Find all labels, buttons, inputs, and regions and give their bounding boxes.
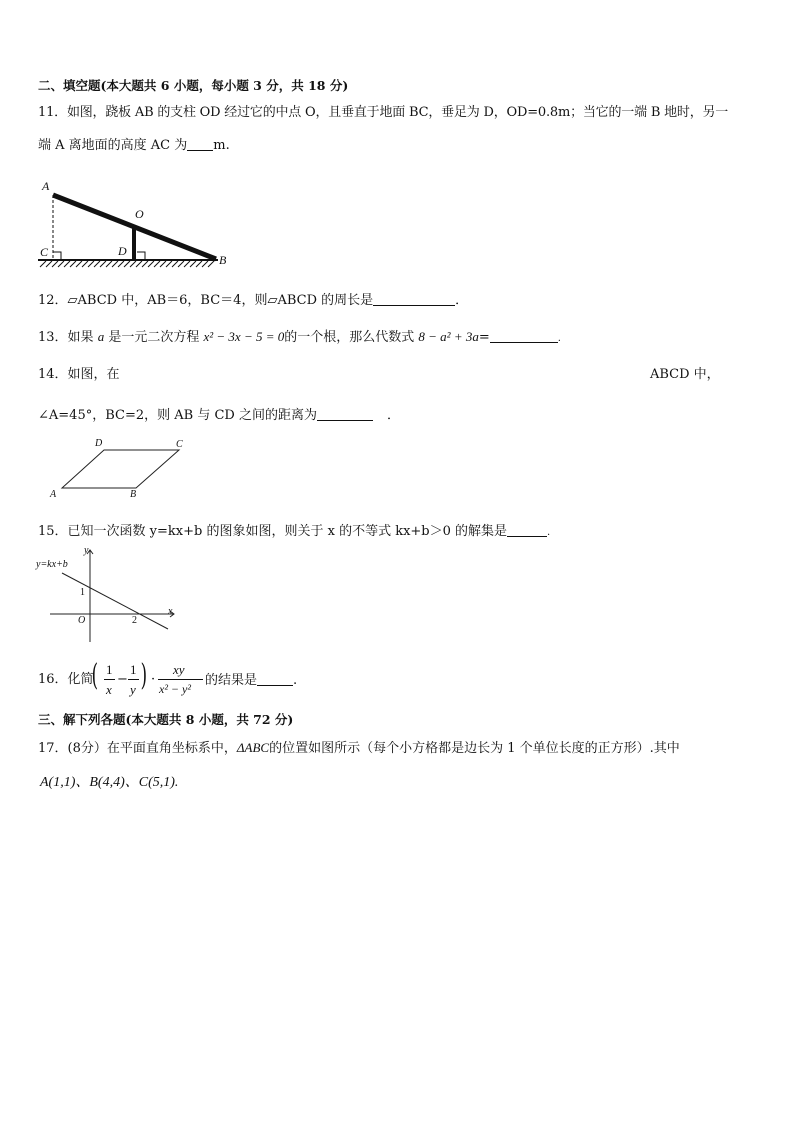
- q17-triangle: ΔABC: [236, 740, 270, 755]
- q12-text: 12．▱ABCD 中，AB＝6，BC＝4，则▱ABCD 的周长是: [38, 293, 374, 308]
- q15-end: .: [547, 527, 551, 538]
- q15-origin-label: O: [78, 615, 86, 626]
- q13-text-mid: 是一元二次方程: [108, 330, 200, 345]
- q14-label-C: C: [176, 439, 183, 450]
- q14-label-B: B: [130, 489, 137, 500]
- q17-text-post: 的位置如图所示（每个小方格都是边长为 1 个单位长度的正方形）.其中: [269, 741, 680, 756]
- q16-num2: 1: [130, 662, 137, 677]
- section2-title: 二、填空题(本大题共 6 小题，每小题 3 分，共 18 分): [38, 78, 349, 93]
- q16-frac1-line: [104, 679, 115, 680]
- q16-answer-blank[interactable]: [257, 673, 293, 686]
- q16-den1: x: [106, 682, 112, 697]
- q15-y-tick-label: 1: [80, 587, 85, 598]
- q16-den2: y: [130, 682, 136, 697]
- q15-figure: [36, 546, 181, 646]
- q11-label-O: O: [135, 207, 144, 221]
- q14-end: ．: [386, 408, 400, 423]
- q13-text-mid2: 的一个根，那么代数式: [284, 330, 415, 345]
- q11-line2: [38, 138, 230, 152]
- parallelogram-diagram: [46, 438, 196, 500]
- q11-line1: 11．如图，跷板 AB 的支柱 OD 经过它的中点 O，且垂直于地面 BC，垂足为 D，OD=0.8m；当它的一端 B 地时，另一: [38, 105, 729, 120]
- q11-figure: [36, 178, 236, 273]
- q17-coords: A(1,1)、B(4,4)、C(5,1).: [40, 775, 179, 790]
- q14-line2: [38, 408, 400, 422]
- q12-answer-blank[interactable]: [373, 293, 455, 306]
- q16-text-pre: 16．化简: [38, 672, 94, 687]
- q11-label-D: D: [118, 244, 127, 258]
- q13-equation: x² − 3x − 5 = 0: [203, 329, 285, 344]
- q16-line: [38, 656, 368, 702]
- q14-line1-left: 14．如图，在: [38, 367, 120, 382]
- seesaw-diagram: [36, 178, 236, 273]
- q14-label-A: A: [50, 489, 57, 500]
- q13-equals: =: [478, 330, 490, 345]
- q16-frac3-line: [158, 679, 203, 680]
- q12-end: ．: [455, 293, 469, 308]
- q13-answer-blank[interactable]: [490, 330, 558, 343]
- q14-text: ∠A=45°，BC=2，则 AB 与 CD 之间的距离为: [38, 408, 317, 423]
- q16-den3: x² − y²: [159, 682, 191, 696]
- q15-line-label: y=kx+b: [36, 559, 68, 570]
- q11-label-A: A: [42, 179, 50, 193]
- q14-label-D: D: [95, 438, 103, 449]
- q16-minus: −: [117, 672, 128, 687]
- q15-line: [38, 524, 550, 538]
- q14-line1-right: ABCD 中，: [650, 367, 720, 382]
- q13-end: .: [557, 333, 561, 344]
- q13-line: [38, 330, 561, 344]
- q11-answer-blank[interactable]: [187, 138, 213, 151]
- q14-answer-blank[interactable]: [317, 408, 373, 421]
- q15-y-axis-label: y: [84, 545, 89, 556]
- q12-line: [38, 293, 468, 307]
- section3-title: 三、解下列各题(本大题共 8 小题，共 72 分): [38, 712, 294, 727]
- q11-label-C: C: [40, 245, 49, 259]
- q13-var-a: a: [97, 329, 105, 344]
- q15-text: 15．已知一次函数 y=kx+b 的图象如图，则关于 x 的不等式 kx+b＞0 的解集是: [38, 524, 508, 539]
- q16-text-post: [205, 673, 297, 687]
- q13-text-pre: 13．如果: [38, 330, 94, 345]
- q16-num1: 1: [106, 662, 113, 677]
- q15-answer-blank[interactable]: [507, 524, 547, 537]
- q13-expression: 8 − a² + 3a: [418, 329, 479, 344]
- q16-end: .: [293, 673, 298, 688]
- q15-x-tick-label: 2: [132, 615, 137, 626]
- q16-num3: xy: [173, 662, 185, 677]
- q11-unit: m.: [213, 138, 230, 153]
- q11-line2-text: 端 A 离地面的高度 AC 为: [38, 138, 188, 153]
- q17-text-pre: 17．(8分）在平面直角坐标系中，: [38, 741, 237, 756]
- q16-left-paren: (: [91, 658, 99, 693]
- q17-line1: [38, 741, 680, 755]
- q16-result-text: 的结果是: [205, 673, 258, 688]
- q15-x-axis-label: x: [168, 606, 173, 617]
- q16-right-paren: ): [140, 658, 148, 693]
- q16-frac2-line: [128, 679, 139, 680]
- q11-label-B: B: [219, 253, 227, 267]
- q16-dot: ·: [151, 672, 156, 687]
- q14-figure: [46, 438, 196, 500]
